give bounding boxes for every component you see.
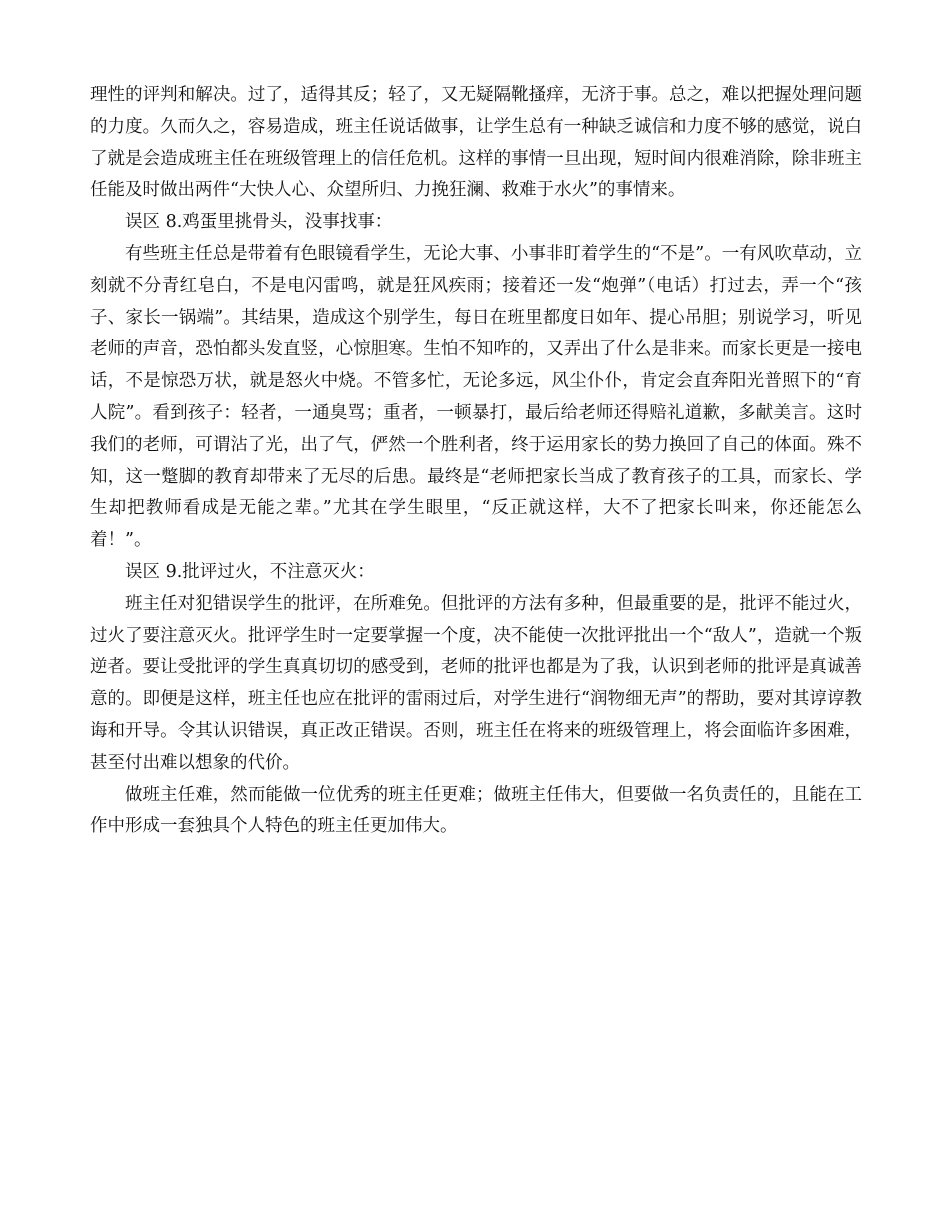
section-heading-misconception-8: 误区 8.鸡蛋里挑骨头，没事找事： — [125, 212, 393, 233]
paragraph-conclusion: 做班主任难，然而能做一位优秀的班主任更难；做班主任伟大，但要做一名负责任的，且能在工作中形成一套独具个人特色的班主任更加伟大。 — [90, 784, 862, 837]
document-body — [90, 80, 862, 843]
section-heading-misconception-9: 误区 9.批评过火，不注意灭火： — [125, 561, 375, 582]
paragraph-misconception-9: 班主任对犯错误学生的批评，在所难免。但批评的方法有多种，但最重要的是，批评不能过火，过火了要注意灭火。批评学生时一定要掌握一个度，决不能使一次批评批出一个“敌人”，造就一个叛逆者。要让受批评的学生真真切切的感受到，老师的批评也都是为了我，认识到老师的批评是真诚善意的。即便是这样，班主任也应在批评的雷雨过后，对学生进行“润物细无声”的帮助，要对其谆谆教诲和开导。令其认识错误，真正改正错误。否则，班主任在将来的班级管理上，将会面临许多困难，甚至付出难以想象的代价。 — [90, 593, 862, 773]
paragraph-continuation: 理性的评判和解决。过了，适得其反；轻了，又无疑隔靴搔痒，无济于事。总之，难以把握处理问题的力度。久而久之，容易造成，班主任说话做事，让学生总有一种缺乏诚信和力度不够的感觉，说白了就是会造成班主任在班级管理上的信任危机。这样的事情一旦出现，短时间内很难消除，除非班主任能及时做出两件“大快人心、众望所归、力挽狂澜、救难于水火”的事情来。 — [90, 85, 862, 201]
paragraph-misconception-8: 有些班主任总是带着有色眼镜看学生，无论大事、小事非盯着学生的“不是”。一有风吹草动，立刻就不分青红皂白，不是电闪雷鸣，就是狂风疾雨；接着还一发“炮弹”（电话）打过去，弄一个“孩子、家长一锅端”。其结果，造成这个别学生，每日在班里都度日如年、提心吊胆；别说学习，听见老师的声音，恐怕都头发直竖，心惊胆寒。生怕不知咋的，又弄出了什么是非来。而家长更是一接电话，不是惊恐万状，就是怒火中烧。不管多忙，无论多远，风尘仆仆，肯定会直奔阳光普照下的“育人院”。看到孩子：轻者，一通臭骂；重者，一顿暴打，最后给老师还得赔礼道歉，多献美言。这时我们的老师，可谓沾了光，出了气，俨然一个胜利者，终于运用家长的势力换回了自己的体面。殊不知，这一蹩脚的教育却带来了无尽的后患。最终是“老师把家长当成了教育孩子的工具，而家长、学生却把教师看成是无能之辈。”尤其在学生眼里，“反正就这样，大不了把家长叫来，你还能怎么着！”。 — [90, 243, 862, 551]
